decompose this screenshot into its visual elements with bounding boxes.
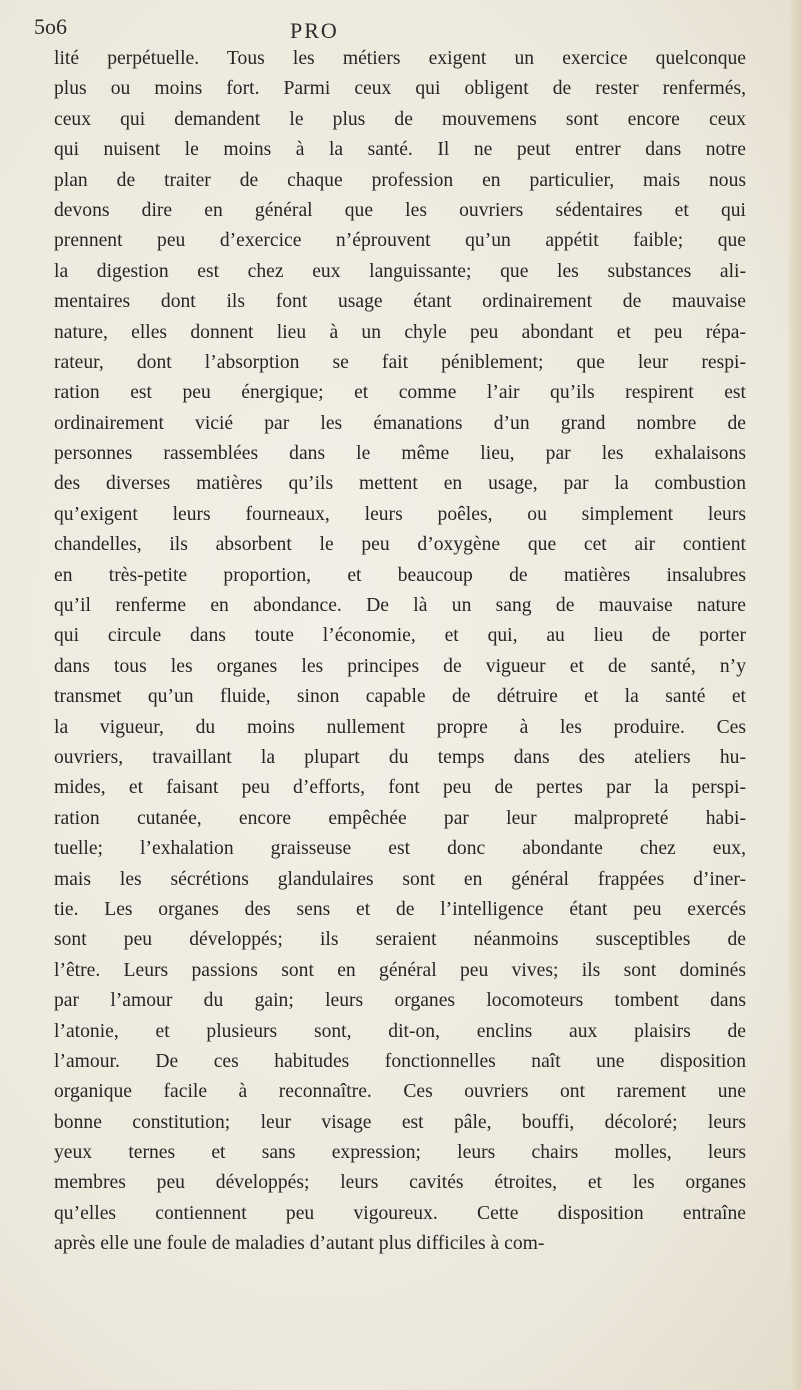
text-line: bonne constitution; leur visage est pâle, bouffi, décoloré; leurs: [54, 1111, 746, 1133]
text-line: plus ou moins fort. Parmi ceux qui obligent de rester renfermés,: [54, 78, 746, 100]
text-line: qu’exigent leurs fourneaux, leurs poêles, ou simplement leurs: [54, 503, 746, 525]
text-line: membres peu développés; leurs cavités étroites, et les organes: [54, 1172, 746, 1194]
text-line: l’atonie, et plusieurs sont, dit-on, enclins aux plaisirs de: [54, 1020, 746, 1042]
text-line: par l’amour du gain; leurs organes locomoteurs tombent dans: [54, 990, 746, 1012]
text-line: devons dire en général que les ouvriers sédentaires et qui: [54, 199, 746, 221]
text-line: qu’elles contiennent peu vigoureux. Cette disposition entraîne: [54, 1202, 746, 1224]
text-line: la digestion est chez eux languissante; que les substances ali-: [54, 260, 746, 282]
page-header: [34, 8, 654, 42]
text-line: l’être. Leurs passions sont en général peu vives; ils sont dominés: [54, 959, 746, 981]
text-line: après elle une foule de maladies d’autant plus difficiles à com-: [54, 1233, 545, 1255]
text-line: sont peu développés; ils seraient néanmoins susceptibles de: [54, 929, 746, 951]
text-line: dans tous les organes les principes de vigueur et de santé, n’y: [54, 655, 746, 677]
text-line: qui circule dans toute l’économie, et qui, au lieu de porter: [54, 625, 746, 647]
text-line: ouvriers, travaillant la plupart du temps dans des ateliers hu-: [54, 746, 746, 768]
text-line: la vigueur, du moins nullement propre à les produire. Ces: [54, 716, 746, 738]
text-line: rateur, dont l’absorption se fait péniblement; que leur respi-: [54, 351, 746, 373]
text-line: en très-petite proportion, et beaucoup de matières insalubres: [54, 564, 746, 586]
text-line: des diverses matières qu’ils mettent en usage, par la combustion: [54, 473, 746, 495]
text-line: plan de traiter de chaque profession en particulier, mais nous: [54, 169, 746, 191]
text-line: mentaires dont ils font usage étant ordinairement de mauvaise: [54, 291, 746, 313]
text-line: ceux qui demandent le plus de mouvemens sont encore ceux: [54, 108, 746, 130]
text-line: ordinairement vicié par les émanations d’un grand nombre de: [54, 412, 746, 434]
text-line: mides, et faisant peu d’efforts, font peu de pertes par la perspi-: [54, 777, 746, 799]
text-line: tie. Les organes des sens et de l’intelligence étant peu exercés: [54, 898, 746, 920]
text-line: transmet qu’un fluide, sinon capable de détruire et la santé et: [54, 686, 746, 708]
text-line: organique facile à reconnaître. Ces ouvriers ont rarement une: [54, 1081, 746, 1103]
text-line: chandelles, ils absorbent le peu d’oxygène que cet air contient: [54, 534, 746, 556]
text-line: yeux ternes et sans expression; leurs chairs molles, leurs: [54, 1142, 746, 1164]
page-edge: [789, 0, 801, 1390]
text-line: ration cutanée, encore empêchée par leur malpropreté habi-: [54, 807, 746, 829]
text-line: qu’il renferme en abondance. De là un sang de mauvaise nature: [54, 595, 746, 617]
body-text: [54, 44, 746, 1260]
text-line: lité perpétuelle. Tous les métiers exigent un exercice quelconque: [54, 48, 746, 69]
text-line: qui nuisent le moins à la santé. Il ne peut entrer dans notre: [54, 139, 746, 161]
text-line: nature, elles donnent lieu à un chyle peu abondant et peu répa-: [54, 321, 746, 343]
text-line: personnes rassemblées dans le même lieu, par les exhalaisons: [54, 443, 746, 465]
text-line: mais les sécrétions glandulaires sont en général frappées d’iner-: [54, 868, 746, 890]
text-line: ration est peu énergique; et comme l’air qu’ils respirent est: [54, 382, 746, 404]
page-number: 5o6: [34, 14, 67, 39]
text-line: tuelle; l’exhalation graisseuse est donc abondante chez eux,: [54, 838, 746, 860]
text-line: prennent peu d’exercice n’éprouvent qu’un appétit faible; que: [54, 230, 746, 252]
running-head: PRO: [290, 18, 339, 43]
text-line: l’amour. De ces habitudes fonctionnelles naît une disposition: [54, 1050, 746, 1072]
